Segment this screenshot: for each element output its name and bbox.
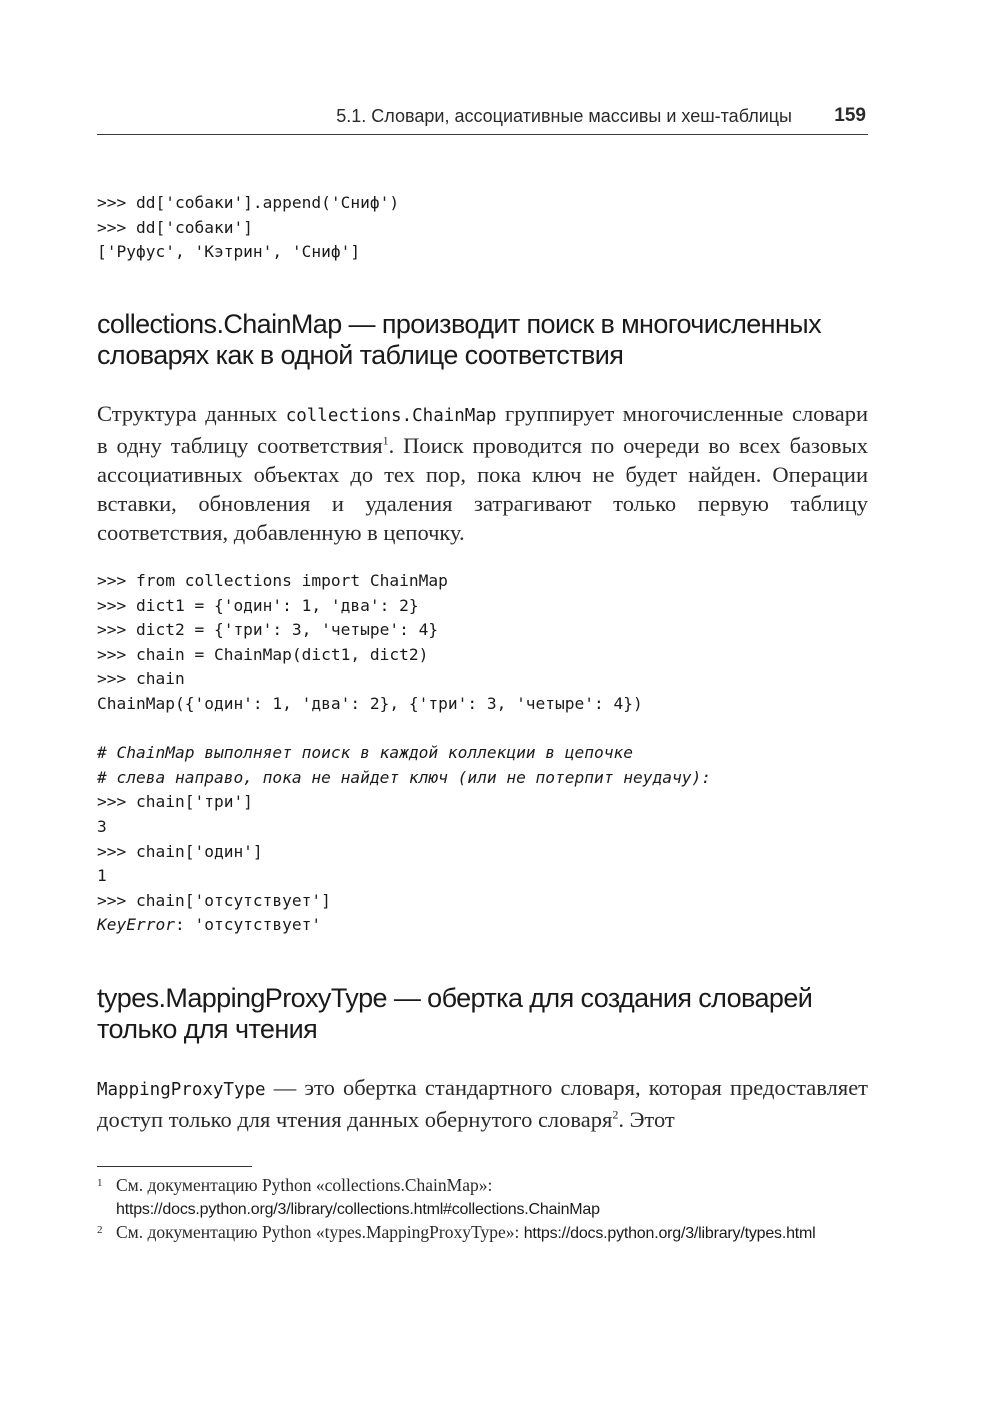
para-text: — это обертка стандартного словаря, которая предоставляет доступ только для чтения данных обернутого словаря [97,1075,869,1132]
footnote-mark: 2 [97,1224,103,1236]
error-name: KeyError [97,915,175,935]
paragraph-chainmap [97,399,868,547]
code-block-chainmap [97,569,897,938]
footnote-body [116,1174,868,1221]
code-line: >>> dict2 = {'три': 3, 'четыре': 4} [97,620,439,640]
code-line: >>> dd['собаки'].append('Сниф') [97,193,400,212]
code-line: >>> chain = ChainMap(dict1, dict2) [97,644,429,664]
code-line: >>> chain['три'] [97,792,253,812]
heading-line: types.MappingProxyType — обертка для создания словарей [97,983,813,1013]
code-line: 3 [97,816,107,836]
error-message: : 'отсутствует' [174,915,322,935]
footnote-text: См. документацию Python «types.MappingProxyType»: [116,1222,520,1242]
footnote-ref: 2 [612,1107,619,1122]
code-error-line [97,913,897,938]
header-section-title: 5.1. Словари, ассоциативные массивы и хеш-таблицы [336,106,792,126]
code-comment: # слева направо, пока не найдет ключ (или не потерпит неудачу): [97,767,711,787]
heading-line: collections.ChainMap — производит поиск в многочисленных [97,309,822,339]
paragraph-mappingproxy [97,1073,868,1134]
footnote-link[interactable]: https://docs.python.org/3/library/collections.html#collections.ChainMap [116,1201,600,1218]
inline-code: collections.ChainMap [285,406,497,426]
footnote-link[interactable]: https://docs.python.org/3/library/types.html [523,1225,816,1242]
code-line: >>> from collections import ChainMap [97,571,448,590]
code-block-defaultdict [97,191,897,265]
code-line: >>> chain['один'] [97,841,263,861]
footnote-divider [97,1166,252,1167]
section-heading-chainmap [97,309,887,371]
footnote-text: См. документацию Python «collections.ChainMap»: [116,1175,493,1195]
code-line: >>> dict1 = {'один': 1, 'два': 2} [97,595,419,615]
code-line: >>> chain['отсутствует'] [97,890,331,910]
footnote-1 [97,1174,868,1221]
para-text: Структура данных [97,401,278,426]
code-line: >>> chain [97,669,185,689]
heading-line: только для чтения [97,1014,318,1044]
code-line: ChainMap({'один': 1, 'два': 2}, {'три': 3, 'четыре': 4}) [97,693,643,713]
section-heading-mappingproxy [97,983,887,1045]
running-header [97,104,868,135]
footnote-ref: 1 [382,433,389,448]
heading-line: словарях как в одной таблице соответствия [97,340,624,370]
page-number: 159 [834,105,866,126]
code-line: >>> dd['собаки'] [97,217,253,237]
code-comment: # ChainMap выполняет поиск в каждой коллекции в цепочке [97,743,634,763]
code-line: ['Руфус', 'Кэтрин', 'Сниф'] [97,242,361,262]
inline-code: MappingProxyType [97,1080,266,1100]
footnote-mark: 1 [97,1177,103,1189]
footnote-2 [97,1221,868,1245]
code-line: 1 [97,866,107,886]
para-text: группирует многочисленные словари в одну таблицу соответствия [97,401,869,458]
para-text: . Этот [618,1107,675,1132]
para-text: . Поиск проводится по очереди во всех базовых ассоциативных объектах до тех пор, пока ключ не будет найден. Операции вставки, обновления и удаления затрагивают только первую таблицу соответствия, добавленную в цепочку. [97,433,868,545]
footnote-body [116,1221,868,1245]
